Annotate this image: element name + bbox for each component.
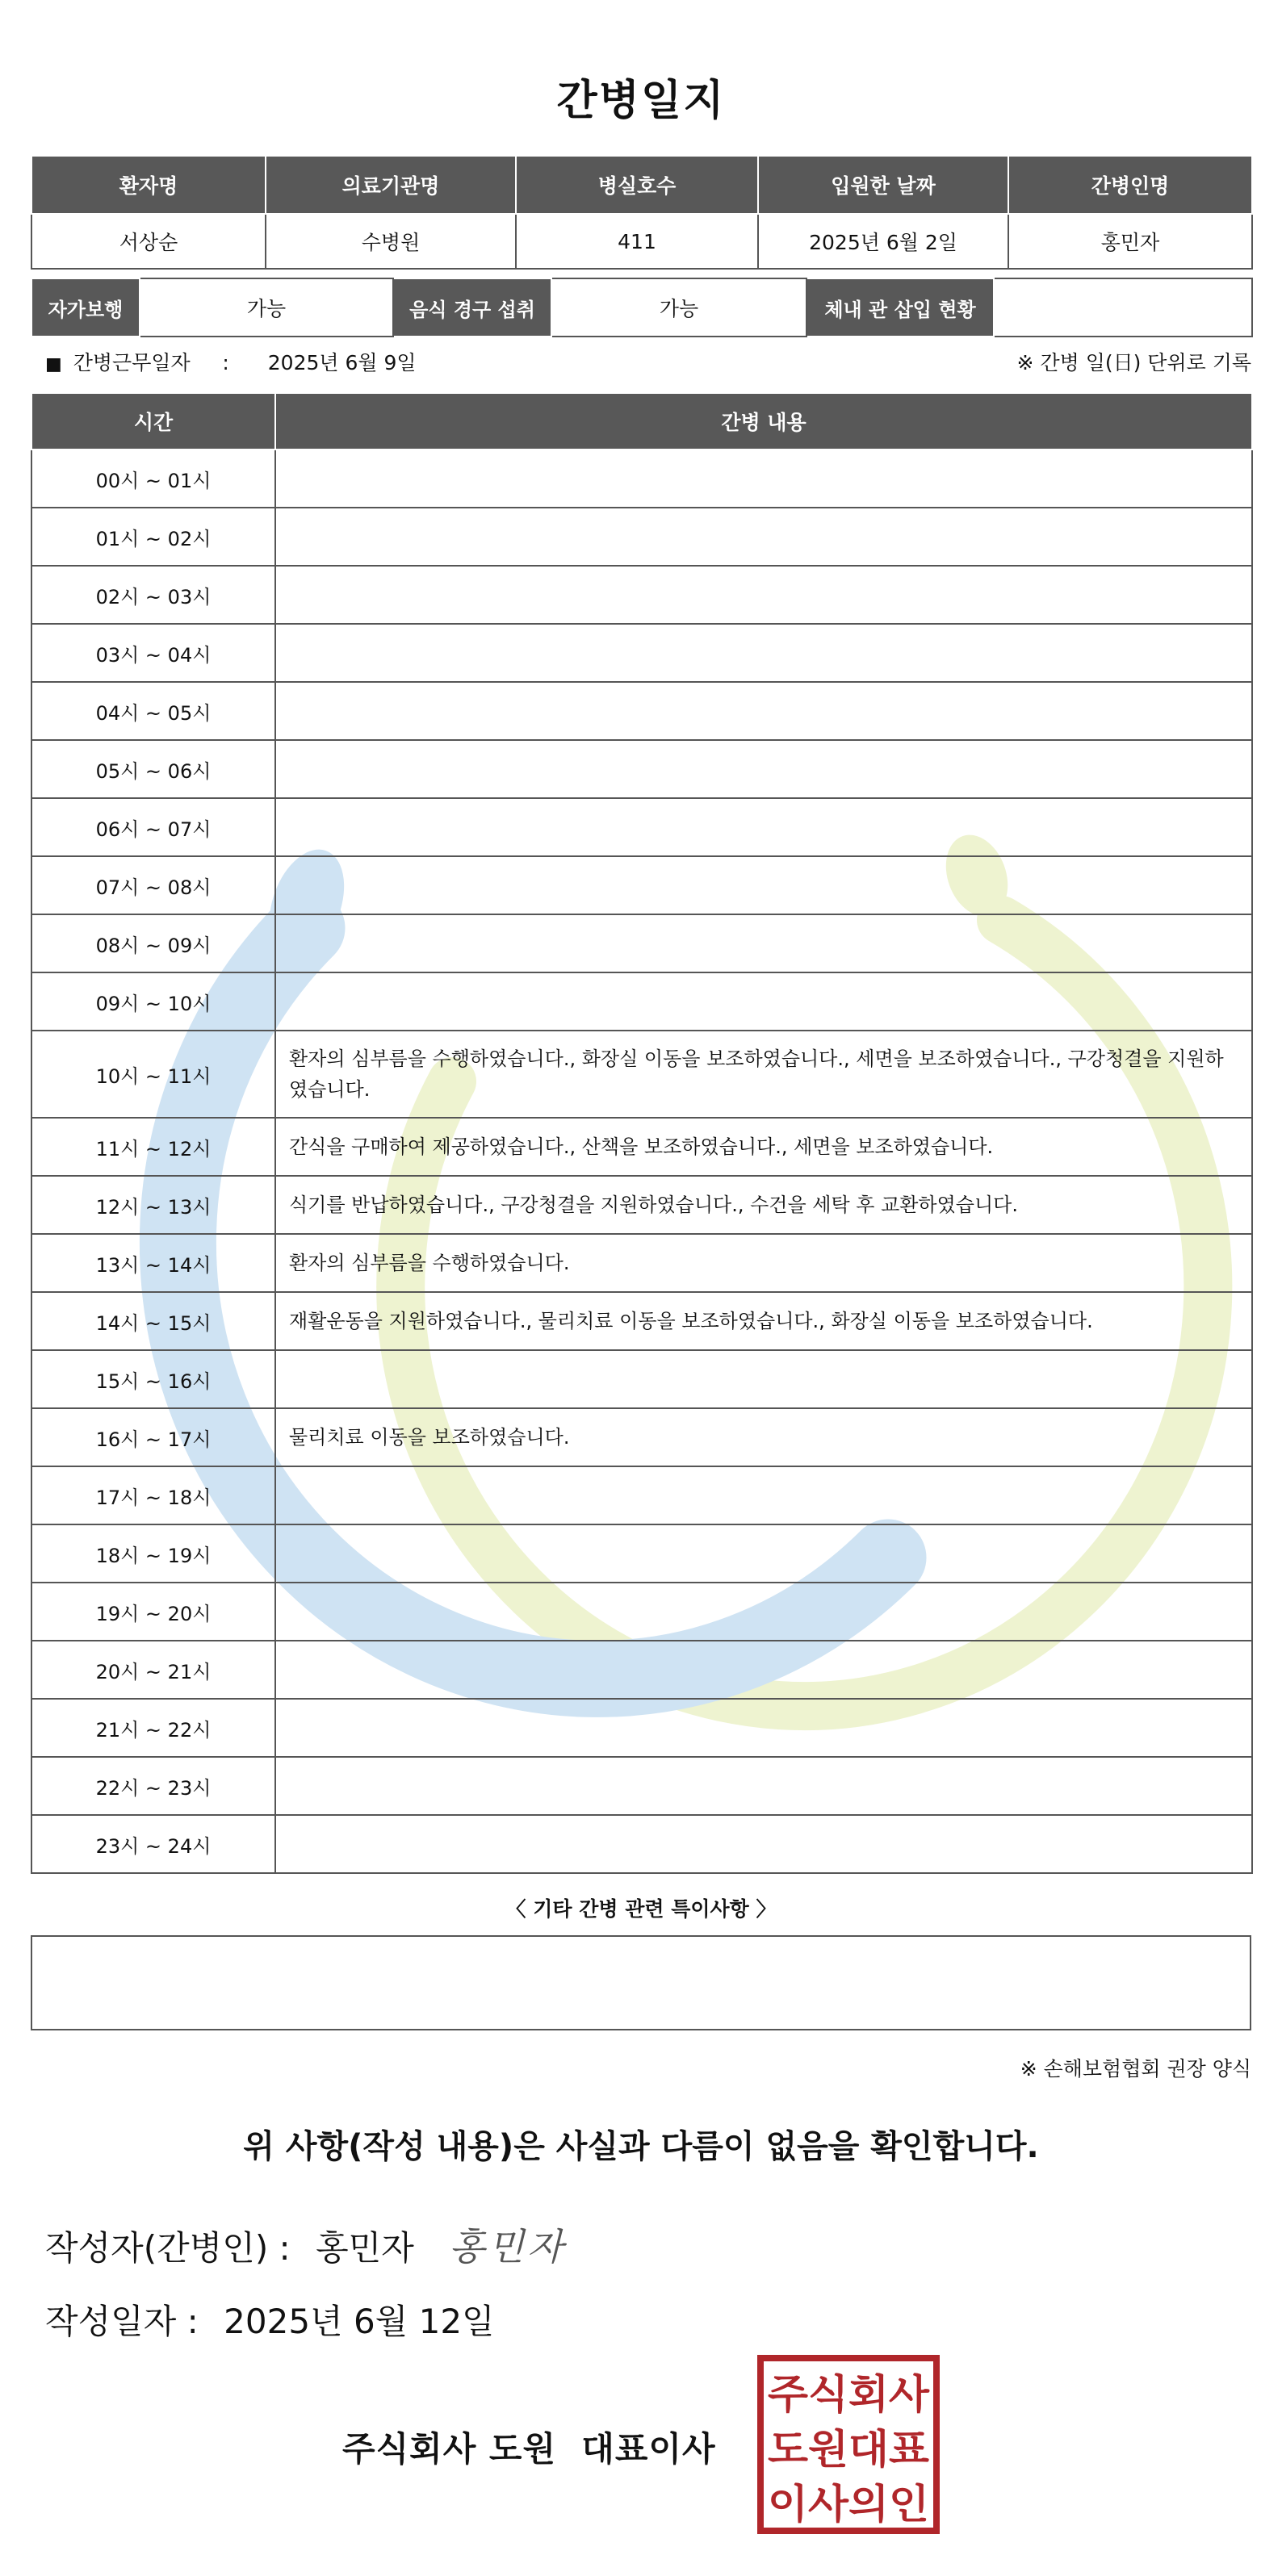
care-content-cell [275,1815,1252,1873]
patient-name: 서상순 [31,214,266,269]
work-date-colon: : [222,351,229,374]
patient-info-header-row [31,156,1252,214]
header-admission-date: 입원한 날짜 [758,156,1008,214]
tube-label: 체내 관 삽입 현황 [806,278,994,337]
header-hospital-name: 의료기관명 [266,156,516,214]
table-row [31,1699,1252,1757]
care-content-cell: 환자의 심부름을 수행하였습니다. [275,1234,1252,1292]
daily-unit-note: ※ 간병 일(日) 단위로 기록 [1016,351,1251,374]
hospital-name: 수병원 [266,214,516,269]
time-cell: 01시 ~ 02시 [31,508,275,566]
table-row [31,1031,1252,1118]
work-date-label: 간병근무일자 [73,351,191,374]
seal-text-line-3: 이사의인 [768,2481,929,2528]
confirmation-statement: 위 사항(작성 내용)은 사실과 다름이 없음을 확인합니다. [243,2128,1039,2165]
handwritten-signature: 홍민자 [449,2225,567,2269]
care-content-cell [275,1757,1252,1815]
time-cell: 15시 ~ 16시 [31,1350,275,1408]
care-content-cell [275,972,1252,1031]
write-date-line [45,2295,495,2344]
care-log-header-row [31,393,1252,450]
write-date-label: 작성일자 : [45,2302,199,2341]
care-content-cell [275,740,1252,798]
table-row [31,1815,1252,1873]
work-date-value: 2025년 6월 9일 [267,351,417,374]
time-cell: 09시 ~ 10시 [31,972,275,1031]
table-row [31,450,1252,508]
time-cell: 18시 ~ 19시 [31,1524,275,1583]
writer-line [45,2218,566,2271]
table-row [31,566,1252,624]
time-cell: 07시 ~ 08시 [31,856,275,914]
seal-text-line-1: 주식회사 [768,2371,930,2418]
table-row [31,1524,1252,1583]
table-row [31,1234,1252,1292]
company-representative: 주식회사 도원 대표이사 [342,2429,716,2469]
table-row [31,1350,1252,1408]
care-content-cell [275,566,1252,624]
time-cell: 13시 ~ 14시 [31,1234,275,1292]
content-column-header: 간병 내용 [275,393,1252,450]
special-notes-title: 〈 기타 간병 관련 특이사항 〉 [505,1897,777,1921]
care-content-cell [275,1524,1252,1583]
table-row [31,508,1252,566]
table-row [31,972,1252,1031]
care-content-cell [275,1466,1252,1524]
care-content-cell: 간식을 구매하여 제공하였습니다., 산책을 보조하였습니다., 세면을 보조하였습니다. [275,1118,1252,1176]
time-cell: 20시 ~ 21시 [31,1641,275,1699]
tube-value [994,278,1252,337]
oral-intake-label: 음식 경구 섭취 [393,278,551,337]
time-cell: 19시 ~ 20시 [31,1583,275,1641]
care-content-cell [275,1699,1252,1757]
caregiver-name: 홍민자 [1008,214,1252,269]
self-walk-value: 가능 [140,278,393,337]
care-content-cell [275,856,1252,914]
table-row [31,740,1252,798]
time-cell: 12시 ~ 13시 [31,1176,275,1234]
time-cell: 00시 ~ 01시 [31,450,275,508]
care-log-body [31,450,1252,1873]
time-cell: 06시 ~ 07시 [31,798,275,856]
time-column-header: 시간 [31,393,275,450]
table-row [31,798,1252,856]
care-content-cell [275,508,1252,566]
time-cell: 03시 ~ 04시 [31,624,275,682]
table-row [31,1757,1252,1815]
time-cell: 05시 ~ 06시 [31,740,275,798]
room-number: 411 [516,214,758,269]
self-walk-label: 자가보행 [31,278,140,337]
oral-intake-value: 가능 [551,278,806,337]
patient-info-value-row [31,214,1252,269]
special-notes-box [31,1935,1251,2030]
table-row [31,1641,1252,1699]
write-date-value: 2025년 6월 12일 [224,2302,495,2341]
time-cell: 14시 ~ 15시 [31,1292,275,1350]
care-content-cell [275,914,1252,972]
writer-name: 홍민자 [316,2228,414,2268]
patient-info-table [31,155,1253,270]
header-caregiver-name: 간병인명 [1008,156,1252,214]
header-patient-name: 환자명 [31,156,266,214]
table-row [31,1583,1252,1641]
work-date-line [45,347,417,376]
care-log-table [31,392,1253,1874]
table-row [31,682,1252,740]
time-cell: 08시 ~ 09시 [31,914,275,972]
table-row [31,856,1252,914]
page-title: 간병일지 [556,77,726,125]
time-cell: 11시 ~ 12시 [31,1118,275,1176]
care-content-cell [275,798,1252,856]
time-cell: 16시 ~ 17시 [31,1408,275,1466]
table-row [31,1466,1252,1524]
care-content-cell: 식기를 반납하였습니다., 구강청결을 지원하였습니다., 수건을 세탁 후 교환하였습니다. [275,1176,1252,1234]
time-cell: 02시 ~ 03시 [31,566,275,624]
header-room-number: 병실호수 [516,156,758,214]
care-content-cell [275,1583,1252,1641]
table-row [31,1408,1252,1466]
patient-status-table [31,278,1253,337]
care-content-cell [275,1350,1252,1408]
care-content-cell: 환자의 심부름을 수행하였습니다., 화장실 이동을 보조하였습니다., 세면을 보조하였습니다., 구강청결을 지원하였습니다. [275,1031,1252,1118]
table-row [31,1176,1252,1234]
time-cell: 10시 ~ 11시 [31,1031,275,1118]
square-bullet-icon: ■ [45,354,62,374]
time-cell: 17시 ~ 18시 [31,1466,275,1524]
time-cell: 22시 ~ 23시 [31,1757,275,1815]
table-row [31,914,1252,972]
time-cell: 04시 ~ 05시 [31,682,275,740]
table-row [31,1118,1252,1176]
care-content-cell [275,682,1252,740]
care-content-cell: 물리치료 이동을 보조하였습니다. [275,1408,1252,1466]
seal-text-line-2: 도원대표 [768,2426,930,2473]
table-row [31,624,1252,682]
company-seal-icon [757,2355,940,2534]
admission-date: 2025년 6월 2일 [758,214,1008,269]
care-content-cell [275,624,1252,682]
care-content-cell: 재활운동을 지원하였습니다., 물리치료 이동을 보조하였습니다., 화장실 이동을 보조하였습니다. [275,1292,1252,1350]
care-content-cell [275,450,1252,508]
care-content-cell [275,1641,1252,1699]
table-row [31,1292,1252,1350]
association-form-note: ※ 손해보험협회 권장 양식 [1020,2057,1251,2080]
time-cell: 21시 ~ 22시 [31,1699,275,1757]
writer-label: 작성자(간병인) : [45,2228,291,2268]
time-cell: 23시 ~ 24시 [31,1815,275,1873]
